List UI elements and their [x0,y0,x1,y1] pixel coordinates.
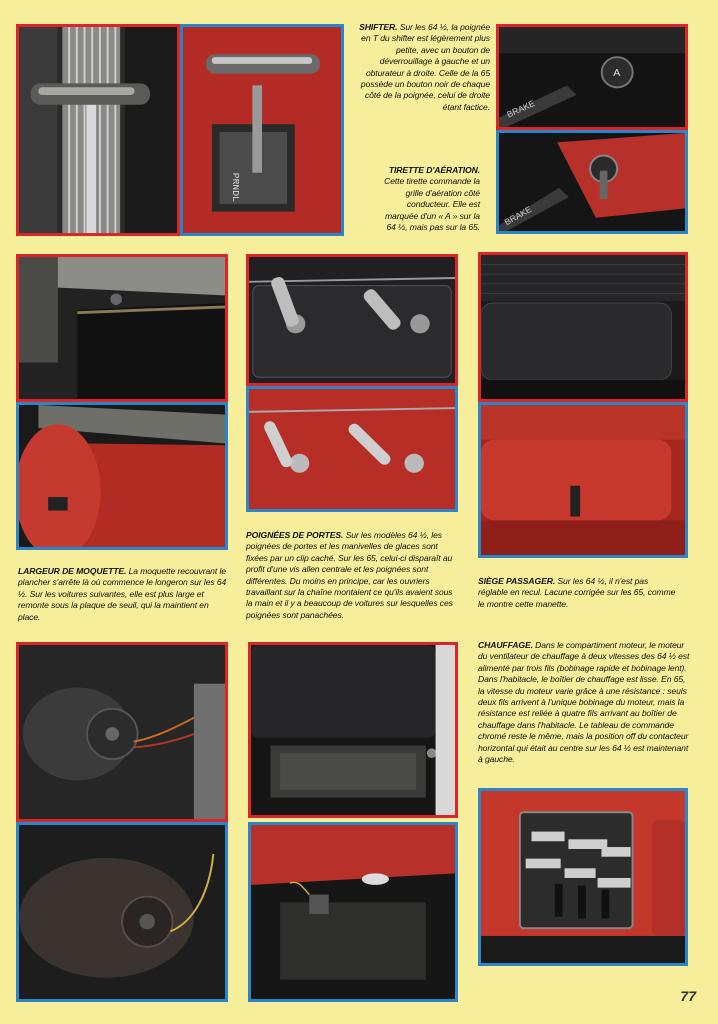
poignees-caption [246,530,460,621]
blower-motor-65-photo [16,822,228,1002]
shifter-64-photo [16,24,180,236]
shifter-text: Sur les 64 ½, la poignée en T du shifter est légèrement plus petite, avec un bouton de déverrouillage à gauche et un obturateur à droite. Celle de la 65 possède un bouton noir de chaque côté de la poignée, celui de droite étant factice. [360,22,490,112]
chauffage-text: Dans le compartiment moteur, le moteur du ventilateur de chauffage à deux vitesses des 64 ½ est alimenté par trois fils (bobinage rapide et bobinage lent). Dans l'habitacle, le boîtier de chauffage est lisse. En 65, la vitesse du moteur varie grâce à une résistance : seuls deux fils arrivent à l'unique bobinage du moteur, mais la résistance est reliée à quatre fils arrivant au boîtier de chauffage dans l'habitacle. Le tableau de commande chromé reste le même, mais la position off du contacteur horizontal qui était au centre sur les 64 ½ est maintenant à gauche. [478,640,690,765]
door-handle-65-photo [246,386,458,512]
chauffage-caption [478,640,690,765]
tirette-caption [376,165,480,233]
page-number: 77 [680,988,696,1004]
brake-label-top: BRAKE [505,98,537,120]
heater-controls-photo [478,788,688,966]
moquette-text: La moquette recouvrant le plancher s'arrête là où commence le longeron sur les 64 ½. Sur les voitures suivantes, elle est plus large et remonte sous la plaque de seuil, qui la maintient en place. [18,566,227,622]
vent-knob-64-photo [496,24,688,130]
poignees-title: POIGNÉES DE PORTES. [246,530,344,540]
tirette-text: Cette tirette commande la grille d'aération côté conducteur. Elle est marquée d'un « A » sur la 64 ½, mais pas sur la 65. [384,176,480,233]
heater-box-64-photo [248,642,458,818]
vent-knob-65-photo [496,130,688,234]
poignees-text: Sur les modèles 64 ½, les poignées de portes et les manivelles de glaces sont fixées par un clip caché. Sur les 65, celui-ci disparaît au profit d'une vis allen centrale et les poignées sont différentes. Du moins en principe, car les ouvriers travaillant sur la chaîne montaient ce qu'ils avaient sous la main et il y a beaucoup de voitures sur lesquelles ces poignées sont panachées. [246,530,453,620]
knob-a-label: A [613,67,621,80]
siege-caption [478,576,678,610]
brake-label-bottom: BRAKE [502,204,534,228]
carpet-65-photo [16,402,228,550]
blower-motor-64-photo [16,642,228,822]
heater-box-65-photo [248,822,458,1002]
door-handle-64-photo [246,254,458,386]
shifter-65-photo [180,24,344,236]
gear-letters-label: PRNDL [230,172,242,202]
moquette-title: LARGEUR DE MOQUETTE. [18,566,127,576]
siege-text: Sur les 64 ½, il n'est pas réglable en recul. Lacune corrigée sur les 65, comme le montre cette manette. [478,576,676,609]
moquette-caption [18,566,230,623]
shifter-caption [358,22,490,113]
carpet-64-photo [16,254,228,402]
seat-65-photo [478,402,688,558]
chauffage-title: CHAUFFAGE. [478,640,533,650]
shifter-title: SHIFTER. [359,22,398,32]
tirette-title: TIRETTE D'AÉRATION. [388,165,480,175]
seat-64-photo [478,252,688,402]
siege-title: SIÈGE PASSAGER. [478,576,556,586]
